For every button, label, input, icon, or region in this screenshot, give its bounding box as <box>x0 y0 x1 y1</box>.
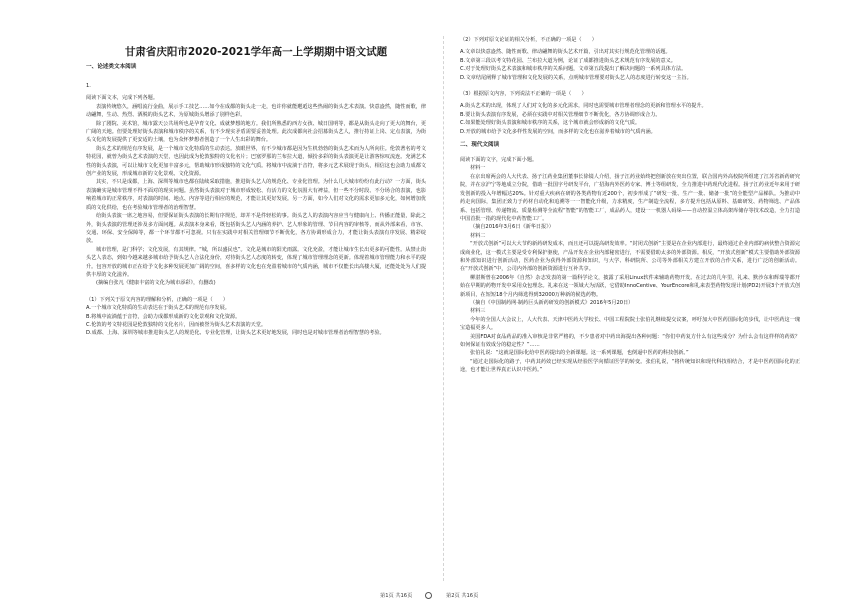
material-text: 张伯礼说：“这就是国际化给中医药提出的全新课题。这一系列课题，也倒逼中医药的科技创新。” <box>470 350 689 357</box>
material-text: “开放式创新”可以大大节约新药研发成本，而且还可以提高研发效率。“封闭式创新”主要是在企业内部进行，最终通过企业内部的病伙整合资源完成商业化，这一模式主要是受专利保护驱使，产品开发在企业内部秘密进行，不需要借助太多的外部资源。相反，“开放式创新”模式主要借助外部资源和外部知识进行创新活动，医药企业为获得外部资源和知识，与大学、科研院所、公司等外部相关方建立开放的合作关系，进行广泛的创新活动。在“开放式创新”中，公司内外部的创新资源进行互补共享。 <box>460 241 800 273</box>
material-text: 柳湛斯曾在2006年《自然》杂志发表的第一篇科学论文，披露了采用Linux软件来辅助药物开发。在过去的几年里，礼来、默沙东和辉瑞等都开始在早期的药物开发中采用众包理念。礼来在这一领域大为活跃，它借助InnoCentive、YourEncore和礼来表型药物发现计划(PD2)开展3个开放式创新项目，在短短18个月内筛选得到32000万种新的候选药物。 <box>460 274 800 298</box>
question-option: D.文章结尾阐释了城市管理和文化发展的关系，点明城市管理要对街头艺人的态度进行转变这一主旨。 <box>460 74 692 81</box>
passage-paragraph: 表演传统悠久，涵唱流行金曲，展示手工技艺……如今在成都的街头走一走，也许你就能邂逅这些热闹的街头艺术表演。快意盎然，随性而歌，律动翩舞，生动、热烈、洒脱的街头艺术，为原城街头增添了别样色彩。 <box>86 103 426 119</box>
page-footer <box>0 592 860 602</box>
material-label: 材料一 <box>470 165 486 172</box>
question-stem: （3）根据原文内容，下列说法不正确的一项是（ ） <box>460 91 587 98</box>
question-option: D.开放的城市给予文化多样性发展的空间，而多样的文化也在滋养着城市的气质内涵。 <box>460 128 656 135</box>
question-option: A.街头艺术的出现，体现了人们对文化的多元化需求，同时也需要城市管理者理念的更新和管理水平的提升。 <box>460 103 707 110</box>
passage-paragraph: 其实，不只是成都，上海、深圳等城市也都在陆续采取措施，推进街头艺人的规范化、专业化管理。为什么几大城市纷纷有此行动？一方面，街头表演确实是城市管理不得不面对的现实问题。虽然街头表演对于城市形成较松、有活力的文化氛围大有裨益，但一些不分时段、不分场合的表演，也影响着城市的正常秩序，对表演的时间、地点、内容等进行相应的规范，才能让其更好发展。另一方面，如今人们对文化的需求更加多元化，如何增加优质的文化供给，也在考验城市管理者的治理智慧。 <box>86 179 426 211</box>
exam-title: 甘肃省庆阳市2020-2021学年高一上学期期中语文试题 <box>124 46 388 58</box>
question-option: B.要让街头表演有序发展，必须在实践中对相关管理细节不断优化，各方协调形成合力。 <box>460 111 661 118</box>
material-text: “通过走国际化的路子，中药其药效已经实现从经验医学向循证医学的转变。张伯礼说，“将传统知识和现代科技相结合，才是中医药国际化的正途，也才能让世界真正认识中医药。” <box>460 358 800 374</box>
material-source: （摘自《中国制药网·制药巨头新药研发的创新模式》2016年5月20日） <box>470 299 634 306</box>
question-option: C.伦敦的考文特花园是伦敦独特的文化名片，因而被誉为街头艺术表演的天堂。 <box>86 321 267 328</box>
passage-paragraph: 城市管理，是门科学；文化发展，有其规律。“城，所以盛民也”。文化是城市的阳光雨露。文化充盈，才能让城市生长出更多的可能性。从禁止街头艺人表态，到如今越来越多城市给予街头艺人合法化身份，对待街头艺人态度的转变，体现了城市管理理念的更新。体现着城市管理能力和水平的提升。包容开放的城市正在给予文化多种发展更加广阔的空间，喜多样的文化也在充盈着城市的气质内涵，城市不仅能长出高楼大厦，还能处处为人们提供丰厚的文化滋养。 <box>86 246 426 278</box>
column-divider <box>443 36 444 581</box>
section-heading-modern-text: 二、现代文阅读 <box>460 142 500 149</box>
material-text: 今年的全国人大会议上，人大代表、天津中医药大学校长、中国工程院院士张伯礼继续提交议案，呼吁加大中医药国际化的步伐，让中医药这一瑰宝造福更多人。 <box>460 316 800 332</box>
material-text: 美国FDA对食品药品的准入审核是非常严格的，不少患者对中药出海提出各种问题：“你们中药复方什么有这些成分？为什么会有这样样的药效？如何保证有效成分的稳定性？”…… <box>460 333 800 348</box>
page-number-left: 第1页 共16页 <box>380 593 413 599</box>
material-text: 在京出席两会的人大代表、扬子江药业集团董事长徐镜人介绍，扬子江药业始终把创新放在突出位置，联合国内外高校院所组建了江苏省新药研究院，并在京沪宁等地成立分院，借助一批国字号研发平台，广招海内外医药专家、博士等组研发，全力推进中药现代化进程。扬子江药业近年来用于研发创新的投入年增幅达20%。针对重大疾病在研的各类药物有近200个，初步形成了“研发一批、生产一批、储备一批”的全能型产品梯队。为推动中药走向国际，集团正致力于药材自动化和追溯等一一智能化升级，力求精度，生产制造全流程，多方提升包括从原料、基础研发、药物筛选、产品体系、包括管理、传递物流、质量检测等全流程“智能”的智能工厂，成品药人，建设一一机器人码垛——自动控温立体高架库储存等技术改造，全力打造中国首批一指的现代化中药智能工厂。 <box>460 173 800 222</box>
question-option: A.一个城市文化特质的生动表达在于街头艺术的规范有序发展。 <box>86 305 230 312</box>
binding-hole-icon <box>425 592 432 599</box>
material-source: （摘自2016年3月6日《新华日报》） <box>470 224 554 231</box>
question-option: A.文章以快意盎然、随性而歌、律动翩舞的街头艺术开篇，引出对其实行规范化管理的话题。 <box>460 49 671 56</box>
reading-instruction: 阅读下面的文字，完成下面小题。 <box>460 157 538 164</box>
passage-source: (摘编自张凡《健康丰富的文化为城市添彩》，有删改) <box>96 280 216 287</box>
material-label: 材料三 <box>470 308 486 315</box>
section-heading-argumentative: 一、论述类文本阅读 <box>86 64 137 70</box>
question-stem: （2）下列对原文论证的相关分析，不正确的一项是（ ） <box>460 37 597 43</box>
passage-paragraph: 除了剧院、美术馆，城市露天公共场所也是孕育文化、成就梦想的地方。我们所熟悉的西方女孩、城日国明等，都是从街头走向了更大的舞台，更广阔的天地。但要处理好街头表演和城市秩序的关系，有不少现实矛盾需要妥善处理。此次成都向社会招募街头艺人，推行持证上岗、定点表演，为街头文化的发展提供了更安适的土壤，也为众怀梦想者创造了一个人生出彩的舞台。 <box>86 120 426 144</box>
question-option: C.如果能处理好街头表演和城市秩序的关系，这个城市就会形成新的文化气质。 <box>460 120 641 127</box>
passage-paragraph: 给街头表演一席之地容易，但要保证街头表演的长期有序规范，却并不是件轻松的事。街头艺人的表演内容应当与健康向上、传播正能量，除此之外，街头表演的管理还涉及多方面问题。从表演本身来看，既包括街头艺人内涵的养护、艺人形象的管理、节目内容的审核等，而从外部来看，市容、交通、环保、安全保障等，都一个环节都不可忽视。只有在实践中对相关管理细节不断优化，各方协调形成合力，才能让街头表演有序发展、精彩绽放。 <box>86 213 426 245</box>
passage-paragraph: 街头艺术的规范有序发展，是一个城市文化特质的生动表达。放眼世界，有不少城市都是因为生机勃勃的街头艺术而为人所向往。伦敦著名的考文特花园，就曾为街头艺术表演的天堂，也因此成为伦敦独特的文化名片；巴塞罗那的兰布拉大道，倾扮多彩的街头表演更是让游客惊叹流连。充满艺术性的街头表演，可以让城市文化更加丰富多元，帮助城市形成独特的文化气质。将城市中流淌于音符，将多元艺术展现于街头，相信这也会助力成都文创产业的发展，形成城市新的文化景观、文化资源。 <box>86 145 426 178</box>
question-option: C.对于处理好街头艺术表演和城市秩序的关系问题，文章第五段提出了解决问题的一系列具体方法。 <box>460 66 687 73</box>
material-label: 材料二 <box>470 232 486 239</box>
question-option: B.将城中流淌蕴于音符，会助力成都形成新的文化景观和文化资源。 <box>86 313 241 320</box>
left-column <box>86 36 426 338</box>
question-stem: （1）下列关于原文内容的理解和分析，正确的一项是（ ） <box>86 296 229 303</box>
question-option: B.文章第三段以考文特花园、兰布拉大道为例，论证了成都推进街头艺术规范有序发展的意义。 <box>460 57 676 64</box>
question-option: D.成都、上海、深圳等城市推进街头艺人的规范化、专业化管理，让街头艺术更好地发展，同时也是对城市管理者治理智慧的考验。 <box>86 330 385 337</box>
right-column <box>460 36 800 375</box>
reading-instruction: 阅读下面文本，完成下列各题。 <box>86 95 158 102</box>
page-number-right: 第2页 共16页 <box>446 593 479 599</box>
question-number: 1. <box>86 83 91 89</box>
